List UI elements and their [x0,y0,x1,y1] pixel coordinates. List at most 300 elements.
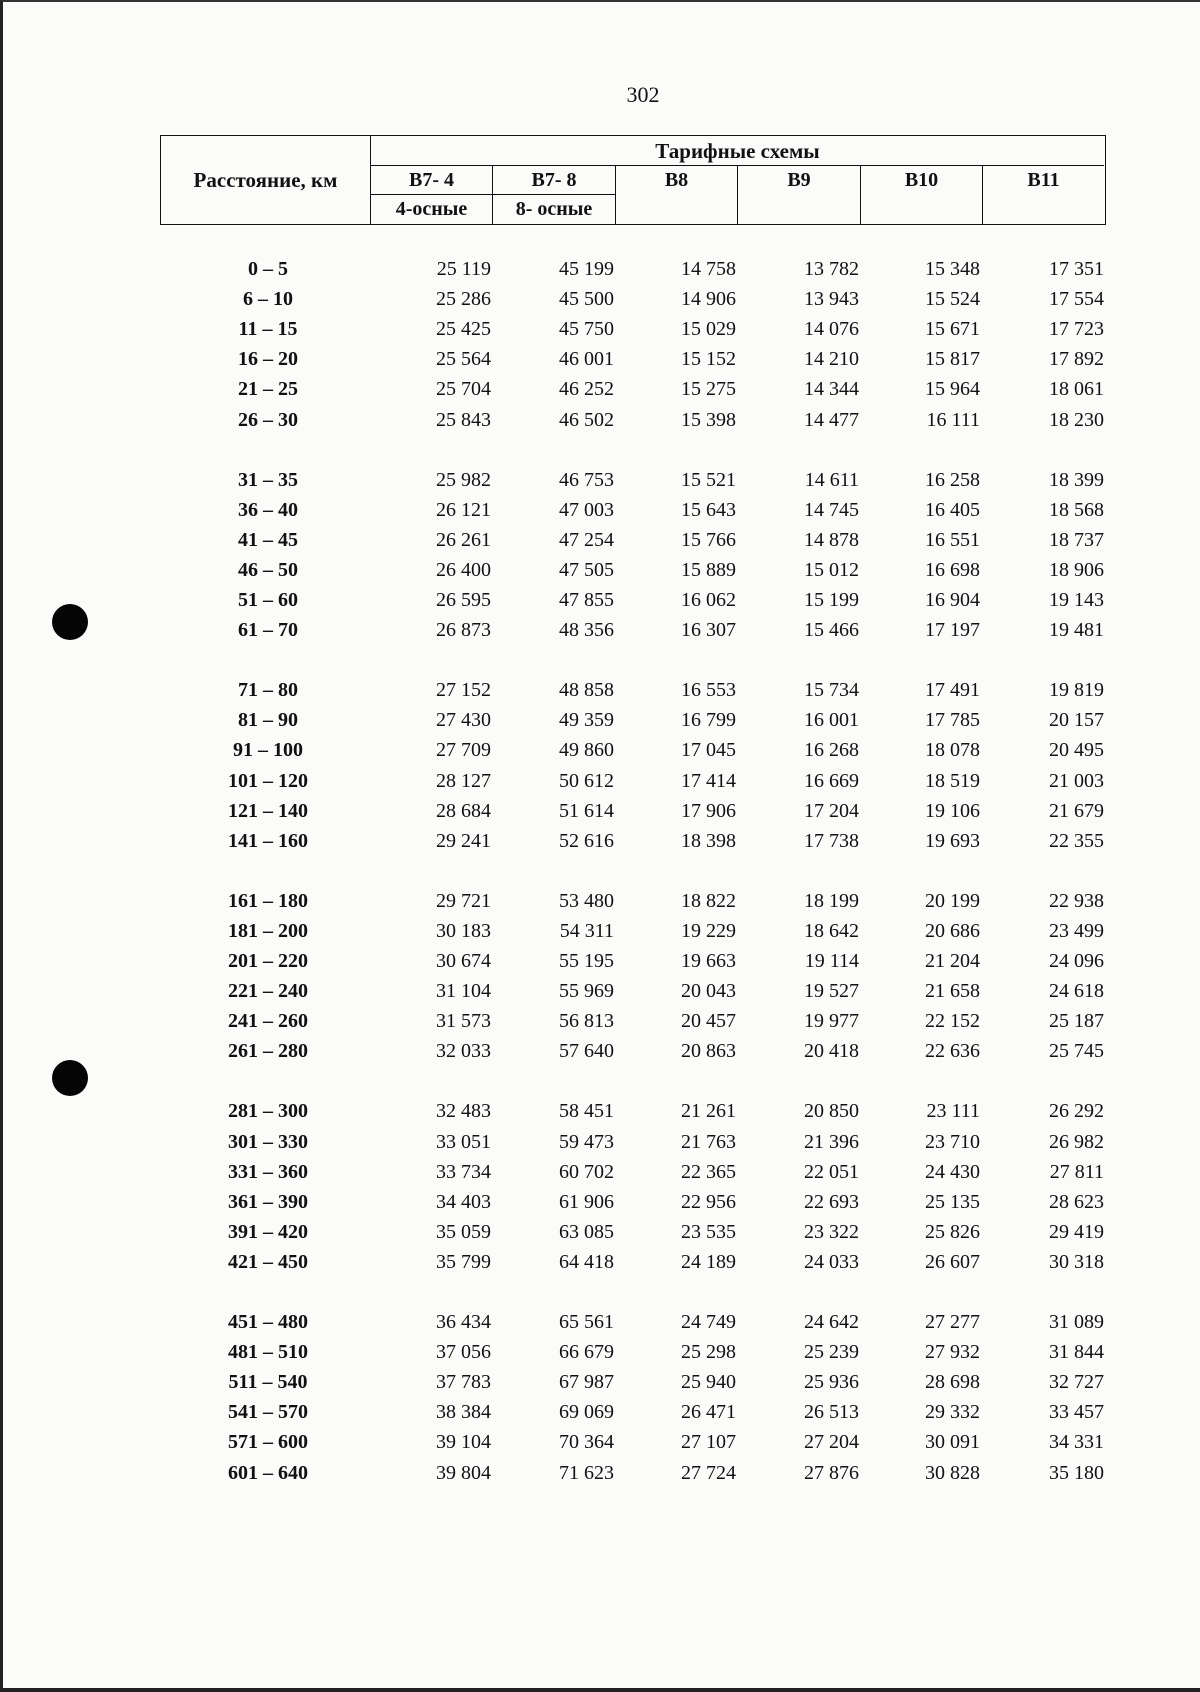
tariff-value: 18 199 [804,889,859,912]
header-col-sub: 4-осные [371,194,492,224]
distance-range: 281 – 300 [228,1100,308,1123]
tariff-value: 17 785 [925,709,980,732]
tariff-value: 15 398 [681,408,736,431]
tariff-value: 33 051 [436,1130,491,1153]
tariff-value: 16 799 [681,709,736,732]
tariff-value: 35 799 [436,1250,491,1273]
tariff-value: 20 418 [804,1040,859,1063]
tariff-value: 15 766 [681,528,736,551]
tariff-value: 61 906 [559,1190,614,1213]
tariff-value: 27 811 [1049,1160,1104,1183]
tariff-value: 39 804 [436,1461,491,1484]
tariff-value: 20 199 [925,889,980,912]
tariff-value: 27 709 [436,739,491,762]
tariff-value: 48 858 [559,679,614,702]
table-row [3,285,1200,313]
tariff-value: 47 855 [559,589,614,611]
table-header [160,135,1106,225]
distance-range: 541 – 570 [228,1401,308,1424]
tariff-value: 16 553 [681,679,736,702]
tariff-value: 23 535 [681,1220,736,1243]
tariff-value: 29 332 [925,1401,980,1424]
tariff-value: 67 987 [559,1371,614,1394]
tariff-value: 25 119 [436,258,491,280]
tariff-value: 17 491 [925,679,980,702]
tariff-value: 16 111 [926,408,980,431]
tariff-value: 14 758 [681,258,736,280]
tariff-value: 32 483 [436,1100,491,1123]
tariff-value: 16 551 [925,528,980,551]
tariff-value: 17 906 [681,799,736,822]
tariff-value: 22 152 [925,1010,980,1033]
header-col-v7-4 [371,166,493,224]
tariff-value: 20 157 [1049,709,1104,732]
table-row [3,1428,1200,1456]
tariff-value: 33 457 [1049,1401,1104,1424]
distance-range: 71 – 80 [238,679,298,702]
tariff-value: 22 938 [1049,889,1104,912]
tariff-value: 45 750 [559,318,614,341]
tariff-value: 20 495 [1049,739,1104,762]
tariff-value: 16 405 [925,498,980,521]
tariff-value: 23 499 [1049,919,1104,942]
tariff-value: 17 414 [681,769,736,792]
tariff-value: 36 434 [436,1311,491,1333]
tariff-value: 29 419 [1049,1220,1104,1243]
punch-hole [52,1060,88,1096]
tariff-value: 16 669 [804,769,859,792]
table-row [3,586,1200,614]
tariff-value: 50 612 [559,769,614,792]
tariff-value: 46 001 [559,348,614,371]
tariff-value: 19 977 [804,1010,859,1033]
header-tariff-schemes: Тарифные схемы [371,136,1104,166]
tariff-value: 18 230 [1049,408,1104,431]
distance-range: 51 – 60 [238,589,298,611]
distance-range: 241 – 260 [228,1010,308,1033]
distance-range: 301 – 330 [228,1130,308,1153]
tariff-value: 15 012 [804,558,859,581]
tariff-value: 25 239 [804,1341,859,1364]
tariff-value: 21 003 [1049,769,1104,792]
tariff-value: 25 704 [436,378,491,401]
tariff-value: 51 614 [559,799,614,822]
tariff-value: 16 904 [925,589,980,611]
tariff-value: 16 698 [925,558,980,581]
tariff-value: 22 636 [925,1040,980,1063]
tariff-value: 46 502 [559,408,614,431]
distance-range: 31 – 35 [238,468,298,491]
tariff-value: 53 480 [559,889,614,912]
tariff-value: 19 229 [681,919,736,942]
tariff-value: 23 710 [925,1130,980,1153]
tariff-value: 46 252 [559,378,614,401]
tariff-value: 20 457 [681,1010,736,1033]
tariff-value: 25 187 [1049,1010,1104,1033]
distance-range: 451 – 480 [228,1311,308,1333]
table-row [3,947,1200,975]
tariff-value: 71 623 [559,1461,614,1484]
tariff-value: 19 106 [925,799,980,822]
tariff-value: 22 355 [1049,829,1104,852]
header-col-code: В7- 8 [531,169,577,191]
header-col-code: В8 [664,169,689,191]
tariff-value: 15 275 [681,378,736,401]
distance-range: 161 – 180 [228,889,308,912]
tariff-value: 18 078 [925,739,980,762]
table-row [3,736,1200,764]
tariff-value: 30 091 [925,1431,980,1454]
tariff-value: 57 640 [559,1040,614,1063]
tariff-value: 24 618 [1049,980,1104,1003]
tariff-value: 21 261 [681,1100,736,1123]
tariff-value: 38 384 [436,1401,491,1424]
tariff-value: 17 723 [1049,318,1104,341]
tariff-value: 31 844 [1049,1341,1104,1364]
distance-range: 21 – 25 [238,378,298,401]
header-col-v10 [861,166,983,224]
tariff-value: 16 258 [925,468,980,491]
tariff-value: 26 513 [804,1401,859,1424]
tariff-value: 22 365 [681,1160,736,1183]
distance-range: 61 – 70 [238,619,298,642]
tariff-value: 24 033 [804,1250,859,1273]
tariff-value: 47 254 [559,528,614,551]
tariff-value: 16 001 [804,709,859,732]
tariff-value: 15 524 [925,288,980,311]
tariff-value: 27 204 [804,1431,859,1454]
tariff-value: 22 051 [804,1160,859,1183]
tariff-value: 17 351 [1049,258,1104,280]
table-row [3,767,1200,795]
tariff-value: 30 318 [1049,1250,1104,1273]
tariff-value: 14 477 [804,408,859,431]
header-col-sub: 8- осные [493,194,615,224]
tariff-value: 13 943 [804,288,859,311]
tariff-value: 37 783 [436,1371,491,1394]
tariff-value: 15 466 [804,619,859,642]
distance-range: 181 – 200 [228,919,308,942]
table-row [3,1128,1200,1156]
header-col-code: В10 [904,169,939,191]
tariff-value: 15 152 [681,348,736,371]
table-row [3,917,1200,945]
tariff-value: 27 277 [925,1311,980,1333]
header-col-v7-8 [493,166,616,224]
table-row [3,1338,1200,1366]
tariff-value: 17 045 [681,739,736,762]
table-row [3,797,1200,825]
tariff-value: 27 430 [436,709,491,732]
table-row [3,406,1200,434]
tariff-value: 27 932 [925,1341,980,1364]
tariff-value: 16 307 [681,619,736,642]
table-row [3,345,1200,373]
tariff-value: 25 298 [681,1341,736,1364]
tariff-value: 58 451 [559,1100,614,1123]
table-row [3,977,1200,1005]
tariff-value: 48 356 [559,619,614,642]
tariff-value: 59 473 [559,1130,614,1153]
tariff-value: 22 693 [804,1190,859,1213]
distance-range: 201 – 220 [228,950,308,972]
tariff-value: 20 686 [925,919,980,942]
tariff-value: 19 693 [925,829,980,852]
table-row [3,1248,1200,1276]
tariff-value: 16 268 [804,739,859,762]
tariff-value: 27 876 [804,1461,859,1484]
tariff-value: 49 359 [559,709,614,732]
tariff-value: 26 471 [681,1401,736,1424]
distance-range: 391 – 420 [228,1220,308,1243]
table-row [3,1398,1200,1426]
tariff-value: 52 616 [559,829,614,852]
tariff-value: 28 127 [436,769,491,792]
distance-range: 16 – 20 [238,348,298,371]
tariff-value: 34 331 [1049,1431,1104,1454]
tariff-value: 56 813 [559,1010,614,1033]
table-row [3,1308,1200,1336]
tariff-value: 15 817 [925,348,980,371]
table-row [3,1368,1200,1396]
tariff-value: 19 114 [804,950,859,972]
tariff-value: 25 843 [436,408,491,431]
tariff-value: 47 003 [559,498,614,521]
tariff-value: 26 292 [1049,1100,1104,1123]
tariff-value: 28 684 [436,799,491,822]
tariff-value: 27 724 [681,1461,736,1484]
distance-range: 141 – 160 [228,829,308,852]
tariff-value: 55 969 [559,980,614,1003]
tariff-value: 32 727 [1049,1371,1104,1394]
tariff-value: 26 982 [1049,1130,1104,1153]
tariff-value: 65 561 [559,1311,614,1333]
table-row [3,466,1200,494]
tariff-value: 20 850 [804,1100,859,1123]
tariff-value: 35 059 [436,1220,491,1243]
tariff-value: 24 642 [804,1311,859,1333]
table-row [3,1007,1200,1035]
distance-range: 361 – 390 [228,1190,308,1213]
header-distance: Расстояние, км [161,136,371,224]
tariff-value: 15 889 [681,558,736,581]
tariff-value: 55 195 [559,950,614,972]
tariff-value: 18 906 [1049,558,1104,581]
tariff-value: 19 819 [1049,679,1104,702]
table-row [3,887,1200,915]
tariff-value: 15 734 [804,679,859,702]
tariff-value: 18 061 [1049,378,1104,401]
distance-range: 261 – 280 [228,1040,308,1063]
tariff-value: 26 261 [436,528,491,551]
tariff-value: 29 721 [436,889,491,912]
tariff-value: 35 180 [1049,1461,1104,1484]
tariff-value: 26 595 [436,589,491,611]
tariff-value: 28 698 [925,1371,980,1394]
tariff-value: 39 104 [436,1431,491,1454]
tariff-value: 14 878 [804,528,859,551]
tariff-value: 18 568 [1049,498,1104,521]
distance-range: 121 – 140 [228,799,308,822]
header-col-v11 [983,166,1104,224]
page-number: 302 [626,82,660,107]
tariff-value: 15 964 [925,378,980,401]
distance-range: 46 – 50 [238,558,298,581]
tariff-value: 33 734 [436,1160,491,1183]
tariff-value: 37 056 [436,1341,491,1364]
tariff-value: 31 089 [1049,1311,1104,1333]
tariff-value: 21 763 [681,1130,736,1153]
tariff-value: 26 121 [436,498,491,521]
tariff-value: 25 564 [436,348,491,371]
tariff-value: 14 745 [804,498,859,521]
distance-range: 91 – 100 [233,739,303,762]
tariff-value: 25 936 [804,1371,859,1394]
tariff-value: 34 403 [436,1190,491,1213]
tariff-value: 18 519 [925,769,980,792]
tariff-value: 54 311 [559,919,614,942]
tariff-value: 30 828 [925,1461,980,1484]
table-row [3,1037,1200,1065]
tariff-value: 15 029 [681,318,736,341]
tariff-value: 24 096 [1049,950,1104,972]
tariff-value: 17 554 [1049,288,1104,311]
tariff-value: 20 863 [681,1040,736,1063]
table-row [3,676,1200,704]
table-row [3,315,1200,343]
tariff-value: 21 679 [1049,799,1104,822]
tariff-value: 15 521 [681,468,736,491]
tariff-value: 21 396 [804,1130,859,1153]
tariff-value: 18 399 [1049,468,1104,491]
tariff-value: 18 398 [681,829,736,852]
tariff-value: 13 782 [804,258,859,280]
tariff-value: 31 104 [436,980,491,1003]
tariff-value: 17 204 [804,799,859,822]
tariff-value: 22 956 [681,1190,736,1213]
tariff-value: 45 199 [559,258,614,280]
distance-range: 6 – 10 [243,288,293,311]
tariff-value: 16 062 [681,589,736,611]
table-row [3,1459,1200,1487]
tariff-value: 21 204 [925,950,980,972]
tariff-value: 14 210 [804,348,859,371]
tariff-value: 14 344 [804,378,859,401]
tariff-value: 17 892 [1049,348,1104,371]
tariff-value: 19 527 [804,980,859,1003]
distance-range: 421 – 450 [228,1250,308,1273]
tariff-value: 24 189 [681,1250,736,1273]
tariff-value: 49 860 [559,739,614,762]
table-row [3,1097,1200,1125]
header-col-v8 [616,166,738,224]
tariff-value: 18 737 [1049,528,1104,551]
header-col-v9 [738,166,861,224]
tariff-value: 27 107 [681,1431,736,1454]
tariff-value: 26 400 [436,558,491,581]
tariff-value: 70 364 [559,1431,614,1454]
header-col-code: В11 [1027,169,1060,191]
table-row [3,526,1200,554]
tariff-value: 18 822 [681,889,736,912]
tariff-value: 14 611 [804,468,859,491]
tariff-value: 30 674 [436,950,491,972]
distance-range: 81 – 90 [238,709,298,732]
tariff-value: 63 085 [559,1220,614,1243]
table-row [3,496,1200,524]
tariff-value: 23 111 [926,1100,980,1123]
table-row [3,1158,1200,1186]
tariff-value: 15 199 [804,589,859,611]
tariff-value: 30 183 [436,919,491,942]
distance-range: 36 – 40 [238,498,298,521]
tariff-value: 25 826 [925,1220,980,1243]
tariff-value: 31 573 [436,1010,491,1033]
distance-range: 26 – 30 [238,408,298,431]
tariff-value: 17 738 [804,829,859,852]
table-row [3,255,1200,283]
tariff-value: 25 745 [1049,1040,1104,1063]
tariff-value: 60 702 [559,1160,614,1183]
tariff-value: 18 642 [804,919,859,942]
distance-range: 481 – 510 [228,1341,308,1364]
tariff-value: 21 658 [925,980,980,1003]
header-col-code: В9 [787,169,811,191]
distance-range: 221 – 240 [228,980,308,1003]
tariff-value: 66 679 [559,1341,614,1364]
distance-range: 0 – 5 [248,258,288,280]
tariff-value: 23 322 [804,1220,859,1243]
distance-range: 331 – 360 [228,1160,308,1183]
table-row [3,1188,1200,1216]
tariff-value: 64 418 [559,1250,614,1273]
distance-range: 511 – 540 [228,1371,308,1394]
tariff-value: 24 430 [925,1160,980,1183]
tariff-value: 15 671 [925,318,980,341]
tariff-value: 25 135 [925,1190,980,1213]
tariff-value: 20 043 [681,980,736,1003]
table-row [3,827,1200,855]
tariff-value: 32 033 [436,1040,491,1063]
tariff-value: 15 348 [925,258,980,280]
distance-range: 101 – 120 [228,769,308,792]
tariff-value: 45 500 [559,288,614,311]
tariff-value: 26 607 [925,1250,980,1273]
distance-range: 571 – 600 [228,1431,308,1454]
tariff-value: 14 906 [681,288,736,311]
tariff-value: 69 069 [559,1401,614,1424]
table-row [3,706,1200,734]
tariff-value: 26 873 [436,619,491,642]
table-row [3,556,1200,584]
distance-range: 41 – 45 [238,528,298,551]
tariff-value: 27 152 [436,679,491,702]
tariff-value: 24 749 [681,1311,736,1333]
tariff-value: 25 286 [436,288,491,311]
tariff-value: 14 076 [804,318,859,341]
header-col-code: В7- 4 [409,169,454,191]
tariff-value: 19 481 [1049,619,1104,642]
tariff-value: 29 241 [436,829,491,852]
tariff-value: 19 663 [681,950,736,972]
tariff-value: 19 143 [1049,589,1104,611]
tariff-value: 46 753 [559,468,614,491]
tariff-value: 15 643 [681,498,736,521]
tariff-value: 25 940 [681,1371,736,1394]
table-row [3,616,1200,644]
tariff-value: 47 505 [559,558,614,581]
tariff-value: 28 623 [1049,1190,1104,1213]
